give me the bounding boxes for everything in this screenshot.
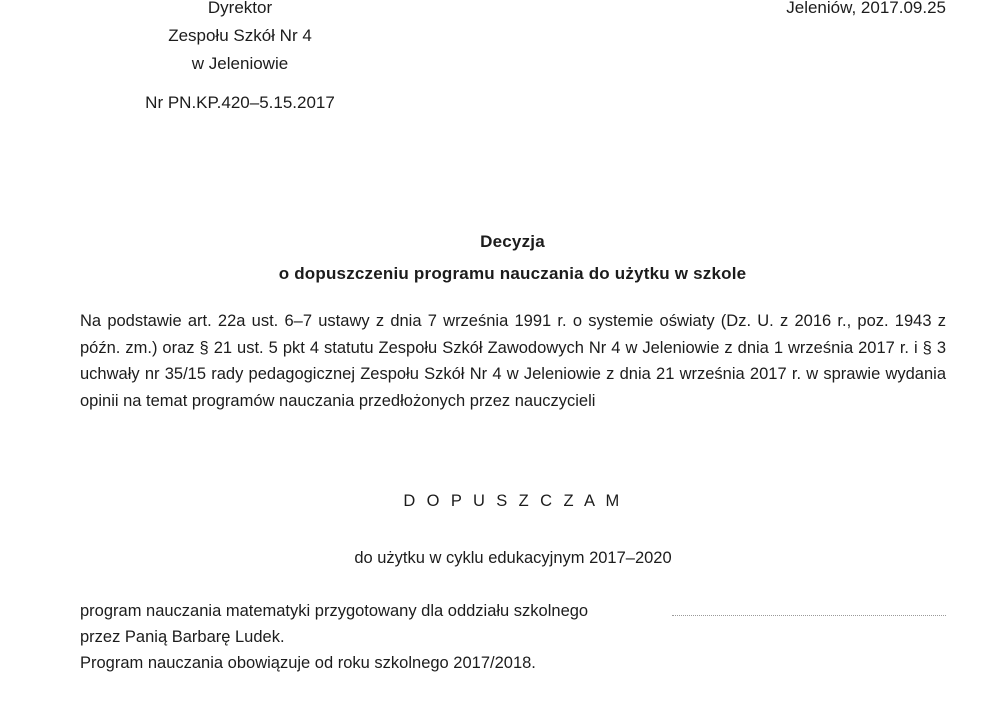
place-and-date: Jeleniów, 2017.09.25 [786,0,946,17]
body-line-1-text: program nauczania matematyki przygotowany dla oddziału szkolnego [80,602,589,620]
reference-number: Nr PN.KP.420–5.15.2017 [145,93,335,112]
title-subtitle: o dopuszczeniu programu nauczania do użytku w szkole [278,264,747,283]
letterhead-line-3: w Jeleniowie [191,54,289,73]
decision-keyword: D O P U S Z C Z A M [403,492,623,510]
document-title [80,228,945,288]
body-line-2: przez Panią Barbarę Ludek. [80,628,285,646]
body-line-1 [80,598,946,624]
decision-cycle: do użytku w cyklu edukacyjnym 2017–2020 [354,549,672,567]
body-line-3: Program nauczania obowiązuje od roku szkolnego 2017/2018. [80,654,536,672]
legal-basis-paragraph: Na podstawie art. 22a ust. 6–7 ustawy z dnia 7 września 1991 r. o systemie oświaty (Dz. U. z 2016 r., poz. 1943 z późn. zm.) oraz § 21 ust. 5 pkt 4 statutu Zespołu Szkół Zawodowych Nr 4 w Jeleniowie z dnia 1 września 2017 r. i § 3 uchwały nr 35/15 rady pedagogicznej Zespołu Szkół Nr 4 w Jeleniowie z dnia 21 września 2017 r. w sprawie wydania opinii na temat programów nauczania przedłożonych przez nauczycieli [80,312,946,410]
letterhead-line-2: Zespołu Szkół Nr 4 [168,26,312,45]
fill-in-dotted-line [672,615,946,616]
letterhead-line-1: Dyrektor [207,0,273,17]
decision-body [80,598,946,676]
title-main: Decyzja [480,232,545,251]
document-header [0,0,1000,124]
letterhead-block [80,0,400,78]
